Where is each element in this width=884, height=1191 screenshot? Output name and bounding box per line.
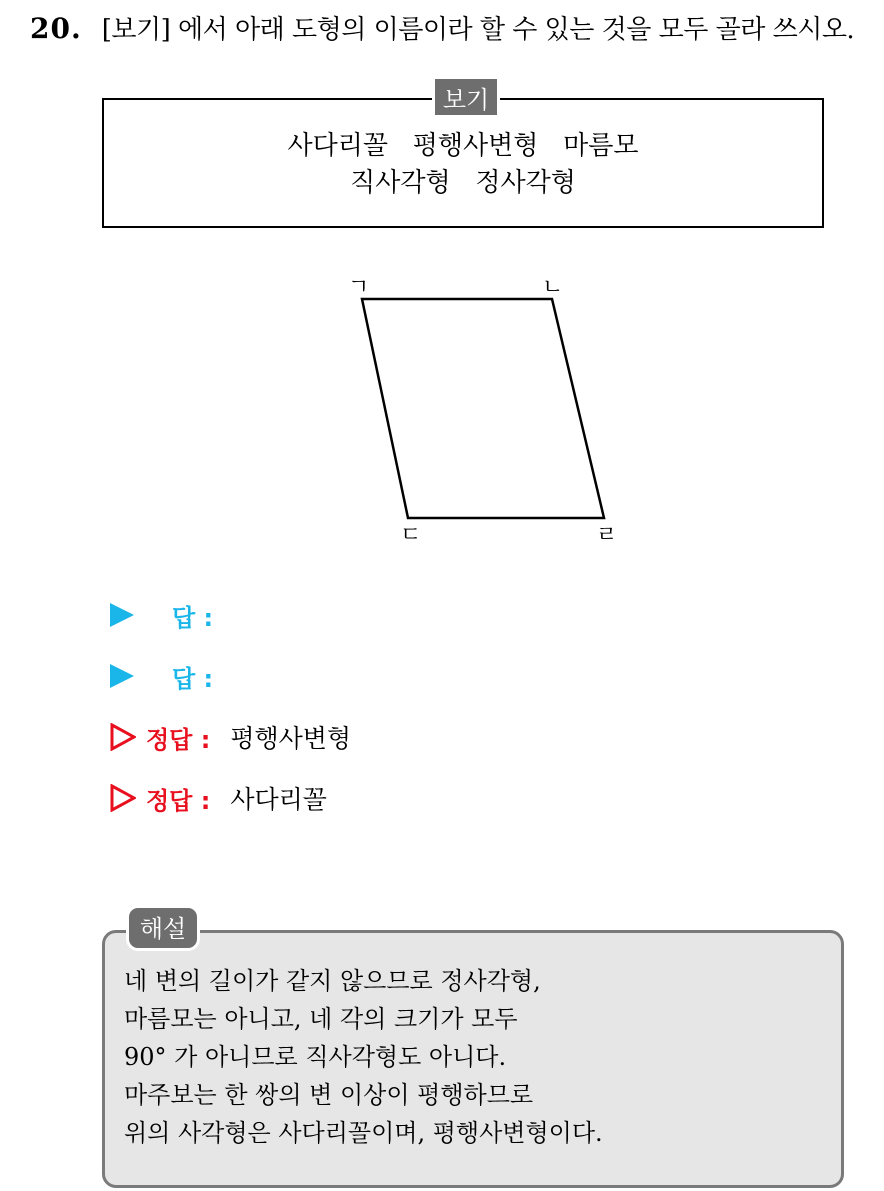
vertex-label-rieul: ㄹ — [596, 523, 618, 548]
question — [30, 10, 854, 49]
question-number: 20. — [30, 12, 82, 45]
explanation-line: 마주보는 한 쌍의 변 이상이 평행하므로 — [124, 1081, 534, 1109]
correct-answer-value: 사다리꼴 — [230, 785, 327, 814]
bogi-label: 보기 — [432, 76, 500, 118]
bogi-options-line-2: 직사각형 정사각형 — [350, 168, 576, 198]
parallelogram-figure — [330, 270, 630, 550]
answer-row — [110, 597, 213, 633]
bogi-options-line-1: 사다리꼴 평행사변형 마름모 — [287, 131, 639, 161]
parallelogram-shape — [362, 299, 604, 518]
correct-answer-row — [110, 719, 351, 755]
triangle-outline-icon — [110, 723, 136, 751]
explanation-line: 90° 가 아니므로 직사각형도 아니다. — [124, 1043, 507, 1071]
vertex-label-digeut: ㄷ — [400, 523, 422, 548]
explanation-line: 마름모는 아니고, 네 각의 크기가 모두 — [124, 1005, 518, 1033]
question-text: [보기] 에서 아래 도형의 이름이라 할 수 있는 것을 모두 골라 쓰시오. — [101, 15, 855, 45]
explanation-label: 해설 — [126, 905, 200, 951]
correct-answer-value: 평행사변형 — [230, 724, 352, 753]
explanation-line: 위의 사각형은 사다리꼴이며, 평행사변형이다. — [124, 1119, 603, 1147]
vertex-label-nieun: ㄴ — [542, 275, 564, 300]
triangle-right-icon — [110, 603, 134, 627]
answer-row — [110, 658, 213, 694]
triangle-right-icon — [110, 664, 134, 688]
correct-answer-row — [110, 780, 327, 816]
explanation-text — [124, 962, 603, 1152]
correct-answer-label: 정답 : — [146, 786, 211, 815]
triangle-outline-icon — [110, 784, 136, 812]
vertex-label-giyeok: ㄱ — [348, 275, 370, 300]
answer-label: 답 : — [172, 603, 214, 632]
explanation-line: 네 변의 길이가 같지 않으므로 정사각형, — [124, 967, 541, 995]
answer-label: 답 : — [172, 664, 214, 693]
correct-answer-label: 정답 : — [146, 725, 211, 754]
